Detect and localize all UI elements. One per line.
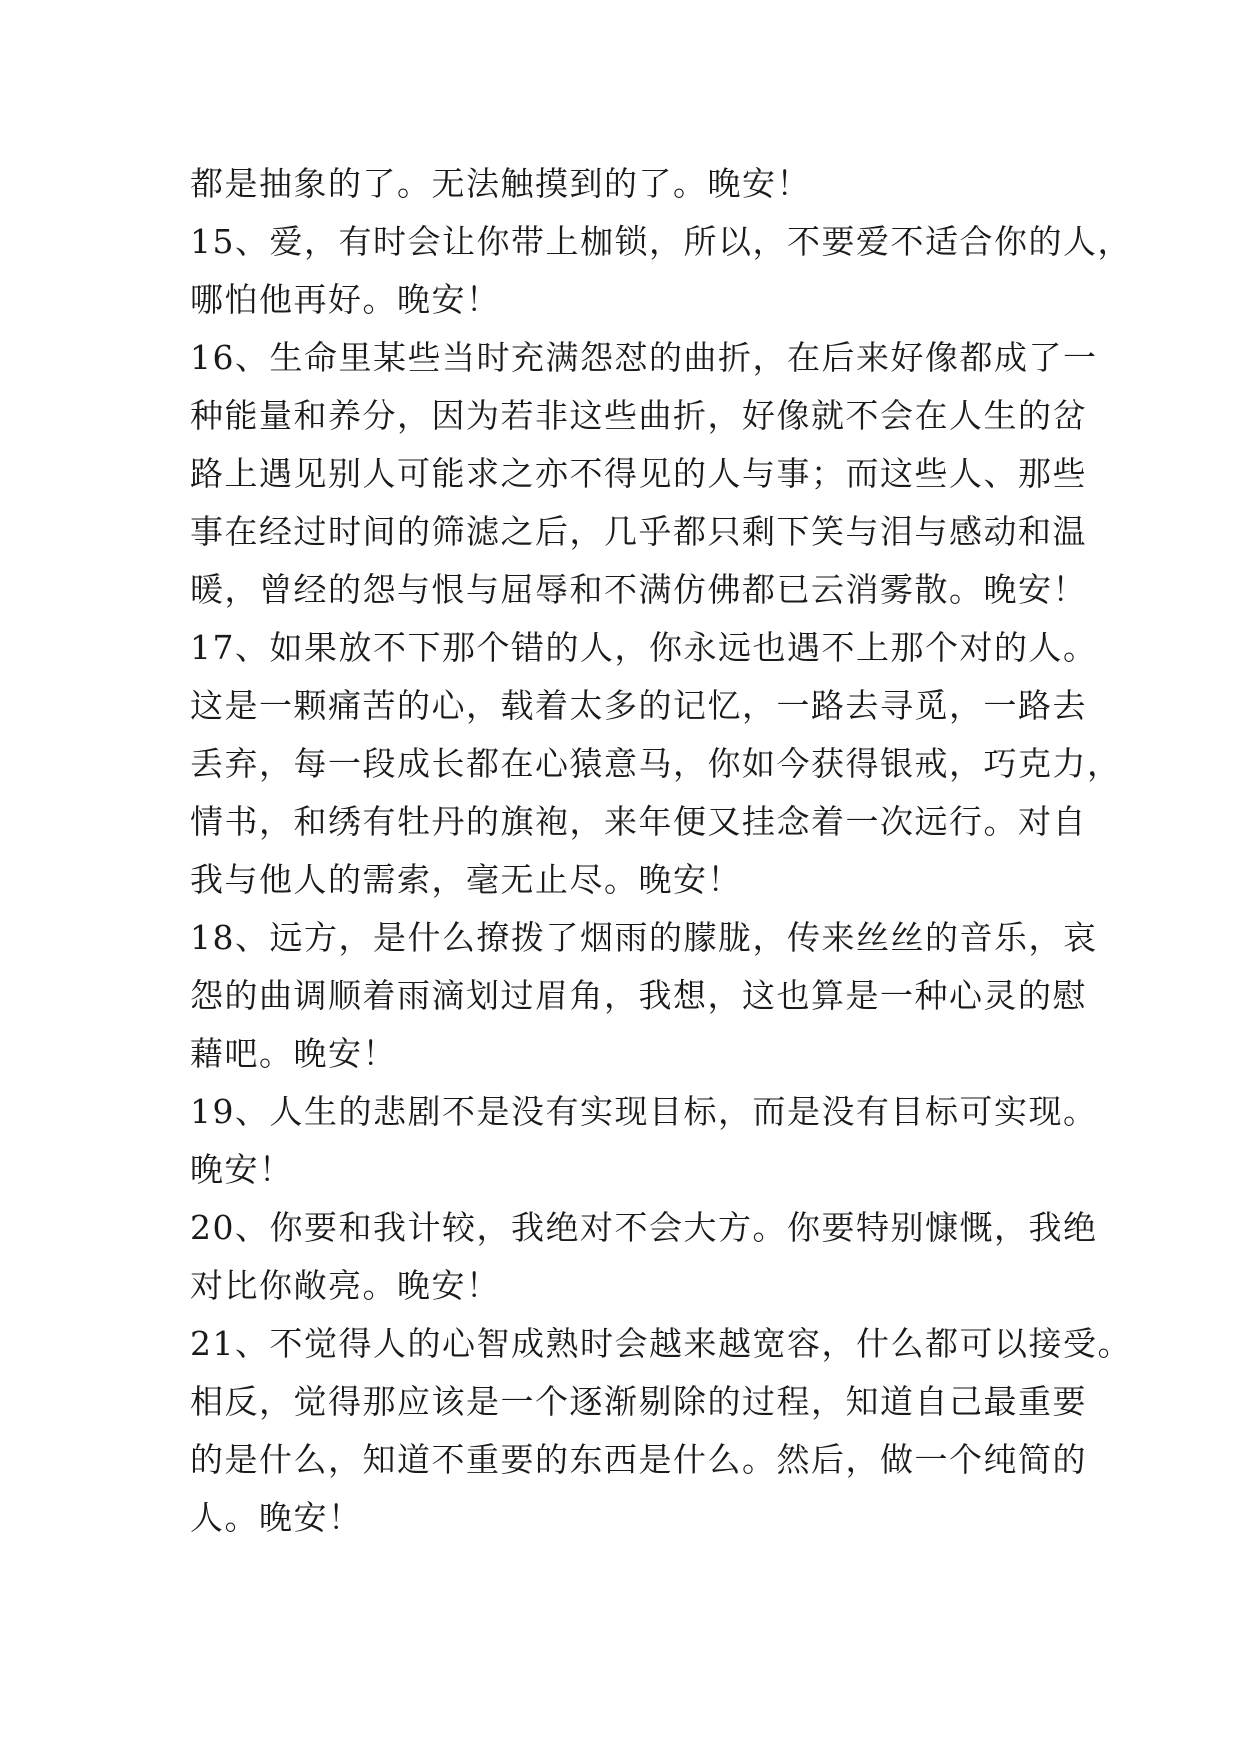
text-line: 种能量和养分，因为若非这些曲折，好像就不会在人生的岔 (190, 396, 1087, 435)
text-line: 我与他人的需索，毫无止尽。晚安！ (190, 860, 742, 899)
text-line: 对比你敞亮。晚安！ (190, 1266, 501, 1305)
text-line: 的是什么，知道不重要的东西是什么。然后，做一个纯简的 (190, 1440, 1087, 1479)
text-line: 19、人生的悲剧不是没有实现目标，而是没有目标可实现。 (190, 1092, 1098, 1131)
text-line: 20、你要和我计较，我绝对不会大方。你要特别慷慨，我绝 (190, 1208, 1098, 1247)
text-line: 15、爱，有时会让你带上枷锁，所以，不要爱不适合你的人， (190, 222, 1132, 261)
text-line: 21、不觉得人的心智成熟时会越来越宽容，什么都可以接受。 (190, 1324, 1132, 1363)
text-line: 17、如果放不下那个错的人，你永远也遇不上那个对的人。 (190, 628, 1098, 667)
text-line: 晚安！ (190, 1150, 294, 1189)
text-line: 16、生命里某些当时充满怨怼的曲折，在后来好像都成了一 (190, 338, 1098, 377)
text-line: 藉吧。晚安！ (190, 1034, 397, 1073)
text-line: 相反，觉得那应该是一个逐渐剔除的过程，知道自己最重要 (190, 1382, 1087, 1421)
text-line: 哪怕他再好。晚安！ (190, 280, 501, 319)
text-line: 人。晚安！ (190, 1498, 363, 1537)
text-line: 18、远方，是什么撩拨了烟雨的朦胧，传来丝丝的音乐，哀 (190, 918, 1098, 957)
text-line: 暖，曾经的怨与恨与屈辱和不满仿佛都已云消雾散。晚安！ (190, 570, 1087, 609)
text-line: 怨的曲调顺着雨滴划过眉角，我想，这也算是一种心灵的慰 (190, 976, 1087, 1015)
text-line: 路上遇见别人可能求之亦不得见的人与事；而这些人、那些 (190, 454, 1087, 493)
text-line: 丢弃，每一段成长都在心猿意马，你如今获得银戒，巧克力， (190, 744, 1122, 783)
text-line: 情书，和绣有牡丹的旗袍，来年便又挂念着一次远行。对自 (190, 802, 1087, 841)
text-line: 事在经过时间的筛滤之后，几乎都只剩下笑与泪与感动和温 (190, 512, 1087, 551)
text-line: 都是抽象的了。无法触摸到的了。晚安！ (190, 164, 811, 203)
text-line: 这是一颗痛苦的心，载着太多的记忆，一路去寻觅，一路去 (190, 686, 1087, 725)
document-body (190, 155, 1132, 1547)
